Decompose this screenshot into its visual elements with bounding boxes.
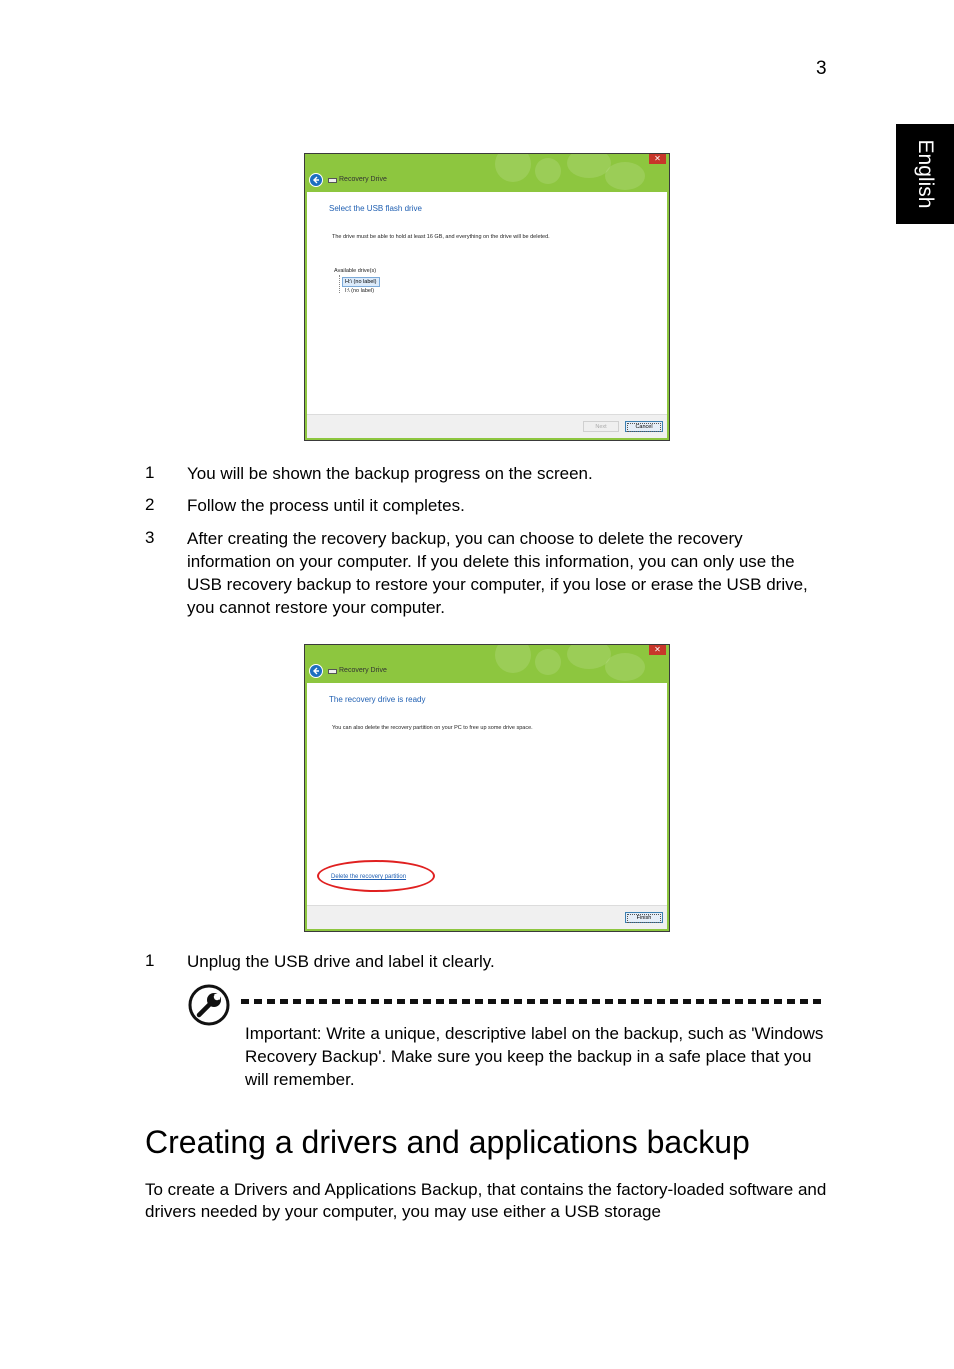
delete-recovery-partition-link[interactable]: Delete the recovery partition xyxy=(331,874,407,880)
step-text: After creating the recovery backup, you can choose to delete the recovery information on your computer. If you delete this information, you can only use the USB recovery backup to restore your computer, if you lose or erase the USB drive, you cannot restore your computer. xyxy=(187,529,808,617)
finish-button-label: Finish xyxy=(627,914,661,923)
window-titlebar xyxy=(305,645,669,683)
back-arrow-icon[interactable] xyxy=(309,173,323,187)
window-titlebar xyxy=(305,154,669,192)
window-description: The drive must be able to hold at least 16 GB, and everything on the drive will be deleted. xyxy=(332,234,550,240)
step-number: 1 xyxy=(145,463,155,482)
section-paragraph: To create a Drivers and Applications Backup, that contains the factory-loaded software and drivers needed by your computer, you may use either a USB storage xyxy=(145,1180,827,1221)
section-heading: Creating a drivers and applications backup xyxy=(145,1124,750,1160)
window-description: You can also delete the recovery partition on your PC to free up some drive space. xyxy=(332,725,533,731)
step-text: Follow the process until it completes. xyxy=(187,496,465,515)
language-tab xyxy=(896,124,954,224)
back-arrow-icon[interactable] xyxy=(309,664,323,678)
recovery-drive-window-ready xyxy=(304,644,670,932)
page-number: 3 xyxy=(816,58,827,79)
usb-drive-icon xyxy=(328,669,337,674)
available-drives-label: Available drive(s) xyxy=(334,268,377,274)
highlight-circle xyxy=(317,860,435,892)
finish-button[interactable] xyxy=(625,912,663,923)
step-number: 3 xyxy=(145,528,155,547)
drive-item-h[interactable]: H:\ (no label) xyxy=(342,277,380,287)
window-footer xyxy=(307,414,667,438)
step-number: 1 xyxy=(145,951,155,970)
close-button[interactable]: ✕ xyxy=(649,154,666,164)
step-number: 2 xyxy=(145,495,155,514)
close-button[interactable]: ✕ xyxy=(649,645,666,655)
window-content xyxy=(307,192,667,415)
next-button[interactable]: Next xyxy=(583,421,619,432)
note-divider xyxy=(241,999,825,1004)
note-text: Important: Write a unique, descriptive label on the backup, such as 'Windows Recovery Backup'. Make sure you keep the backup in a safe place that you will remember. xyxy=(245,1024,824,1089)
recovery-drive-window-select xyxy=(304,153,670,441)
window-footer xyxy=(307,905,667,929)
usb-drive-icon xyxy=(328,178,337,183)
window-heading: The recovery drive is ready xyxy=(329,695,426,704)
drive-item-i[interactable]: I:\ (no label) xyxy=(345,288,375,294)
language-tab-label: English xyxy=(914,139,937,209)
cancel-button-label: Cancel xyxy=(627,423,661,432)
window-heading: Select the USB flash drive xyxy=(329,204,422,213)
window-content xyxy=(307,683,667,906)
wrench-icon xyxy=(187,983,231,1027)
step-text: You will be shown the backup progress on the screen. xyxy=(187,464,593,483)
window-title: Recovery Drive xyxy=(339,667,387,674)
step-text: Unplug the USB drive and label it clearly. xyxy=(187,952,495,971)
cancel-button[interactable] xyxy=(625,421,663,432)
window-title: Recovery Drive xyxy=(339,176,387,183)
